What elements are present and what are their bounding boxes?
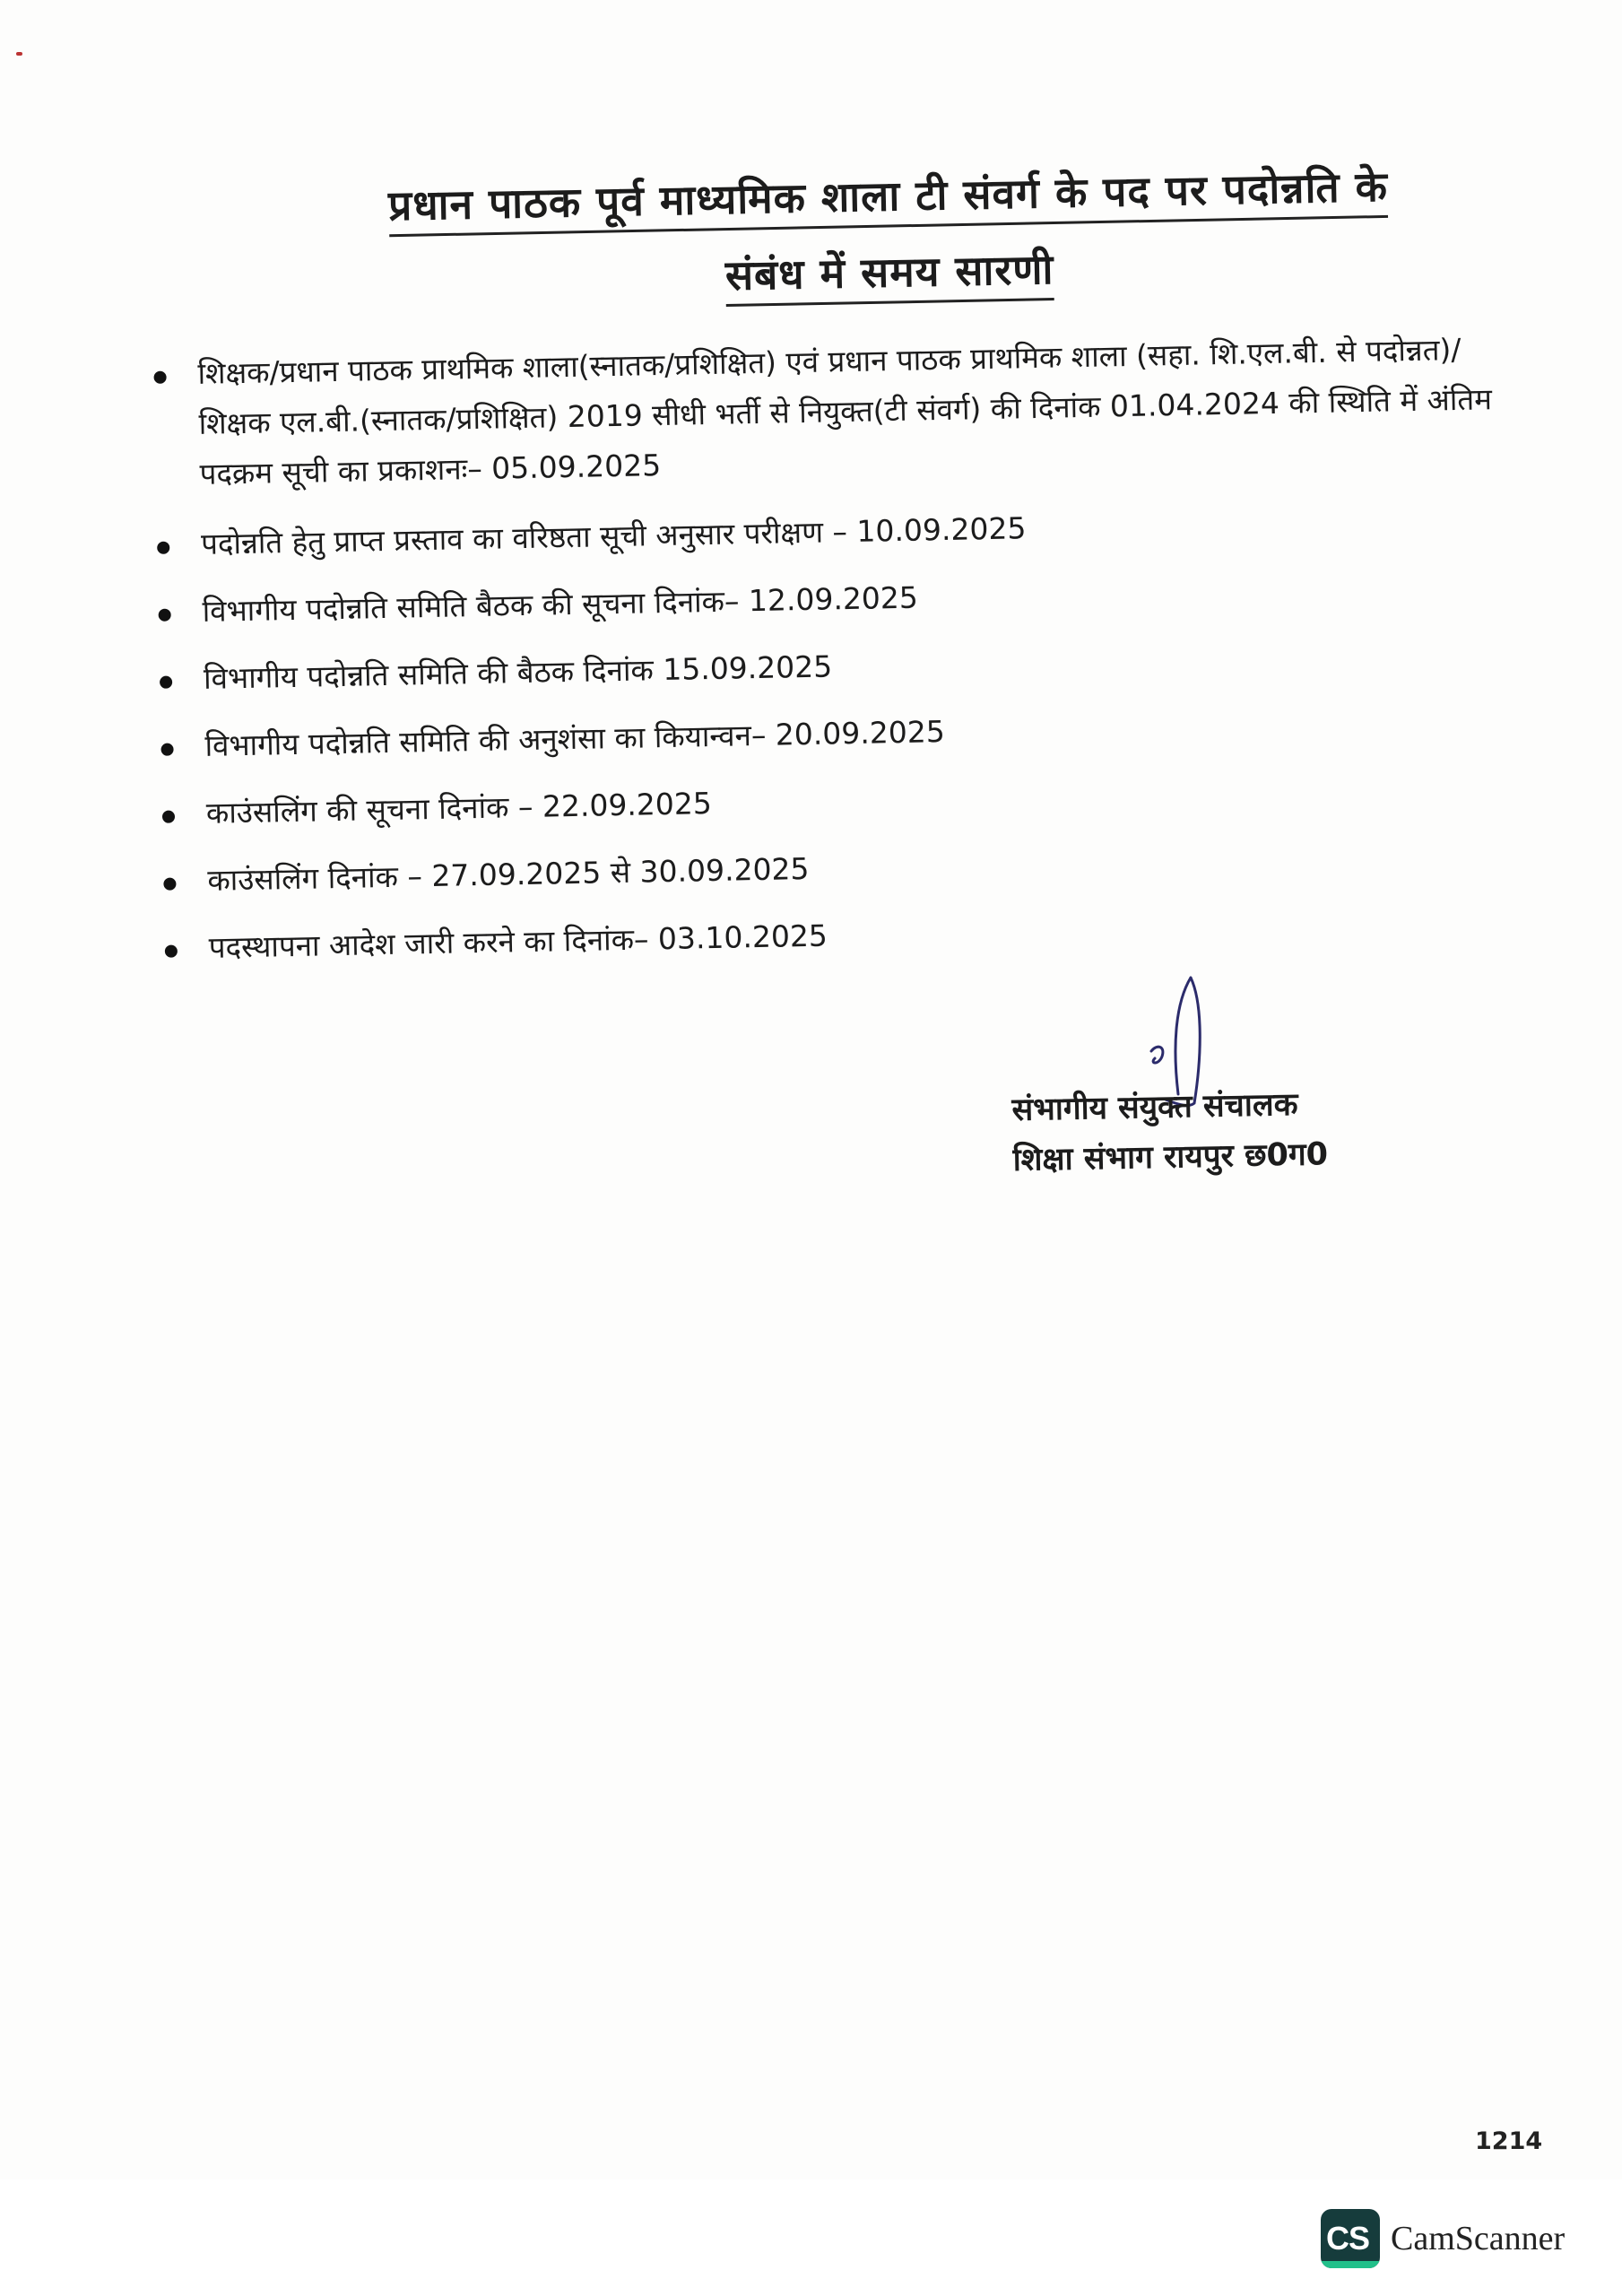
camscanner-brand: CamScanner [1391,2220,1566,2257]
bullet-icon [162,811,175,823]
bullet-icon [157,542,169,554]
list-item [159,897,1540,974]
schedule-item-text: काउंसलिंग की सूचना दिनांक – 22.09.2025 [205,786,713,831]
schedule-item-text: पदोन्नति हेतु प्राप्त प्रस्ताव का वरिष्ठता सूची अनुसार परीक्षण – 10.09.2025 [200,510,1027,561]
bullet-icon [163,878,176,891]
list-item [155,695,1537,772]
page-number: 1214 [1475,2127,1543,2155]
list-item [156,762,1538,839]
camscanner-logo-icon [1321,2209,1380,2268]
camscanner-logo-stripe [1321,2261,1380,2268]
signatory-block [1011,1076,1479,1186]
list-item [152,561,1534,638]
schedule-list [148,323,1540,990]
camscanner-watermark [1321,2209,1565,2268]
title-line-1: प्रधान पाठक पूर्व माध्यमिक शाला टी संवर्ग के पद पर पदोन्नति के [387,158,1388,237]
bullet-icon [160,676,172,689]
bullet-icon [160,744,173,756]
schedule-item-text: विभागीय पदोन्नति समिति बैठक की सूचना दिनांक– 12.09.2025 [202,579,919,629]
list-item [148,323,1531,500]
schedule-item-text: विभागीय पदोन्नति समिति की बैठक दिनांक 15.09.2025 [203,648,833,696]
scan-speck [16,52,22,56]
list-item [154,628,1536,705]
list-item [152,493,1533,570]
list-item [158,830,1540,907]
schedule-item-text: शिक्षक/प्रधान पाठक प्राथमिक शाला(स्नातक/प्रशिक्षित) एवं प्रधान पाठक प्राथमिक शाला (सहा. शि.एल.बी. से पदोन्नत)/शिक्षक एल.बी.(स्नातक/प्रशिक्षित) 2019 सीधी भर्ती से नियुक्त(टी संवर्ग) की दिनांक 01.04.2024 की स्थिति में अंतिम पदक्रम सूची का प्रकाशनः– 05.09.2025 [197,331,1493,491]
bullet-icon [153,371,166,384]
schedule-item-text: विभागीय पदोन्नति समिति की अनुशंसा का कियान्वन– 20.09.2025 [204,714,946,763]
signatory-office: शिक्षा संभाग रायपुर छ0ग0 [1012,1136,1329,1178]
signatory-designation: संभागीय संयुक्त संचालक [1011,1086,1298,1128]
schedule-item-text: काउंसलिंग दिनांक – 27.09.2025 से 30.09.2025 [206,850,810,898]
bullet-icon [159,609,171,622]
document-title [260,155,1518,316]
camscanner-logo-text: CS [1326,2220,1370,2257]
schedule-item-text: पदस्थापना आदेश जारी करने का दिनांक– 03.10.2025 [208,918,828,965]
bullet-icon [165,944,178,957]
title-line-2: संबंध में समय सारणी [724,240,1054,307]
